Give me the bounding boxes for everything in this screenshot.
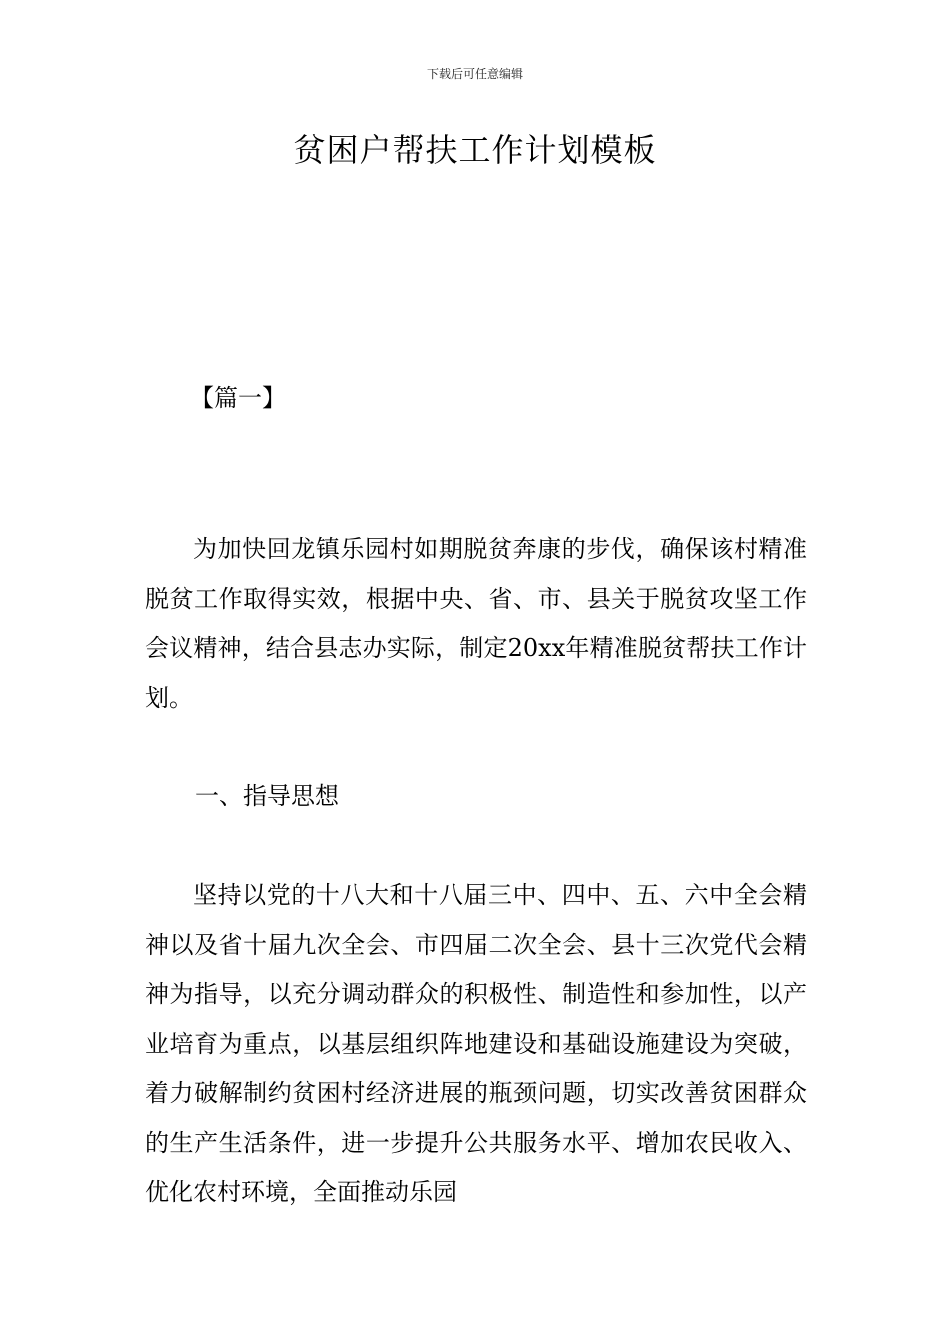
guiding-ideology-paragraph: 坚持以党的十八大和十八届三中、四中、五、六中全会精神以及省十届九次全会、市四届二次全会、县十三次党代会精神为指导，以充分调动群众的积极性、制造性和参加性，以产业培育为重点，以基层组织阵地建设和基础设施建设为突破，着力破解制约贫困村经济进展的瓶颈问题，切实改善贫困群众的生产生活条件，进一步提升公共服务水平、增加农民收入、优化农村环境，全面推动乐园 bbox=[145, 881, 807, 1206]
section-heading-guiding-ideology: 一、指导思想 bbox=[195, 782, 339, 810]
section-tag: 【篇一】 bbox=[190, 384, 286, 412]
header-note: 下载后可任意编辑 bbox=[426, 67, 523, 81]
intro-paragraph: 为加快回龙镇乐园村如期脱贫奔康的步伐，确保该村精准脱贫工作取得实效，根据中央、省、市、县关于脱贫攻坚工作会议精神，结合县志办实际，制定20xx年精准脱贫帮扶工作计划。 bbox=[145, 535, 807, 712]
document-title: 贫困户帮扶工作计划模板 bbox=[293, 131, 657, 169]
